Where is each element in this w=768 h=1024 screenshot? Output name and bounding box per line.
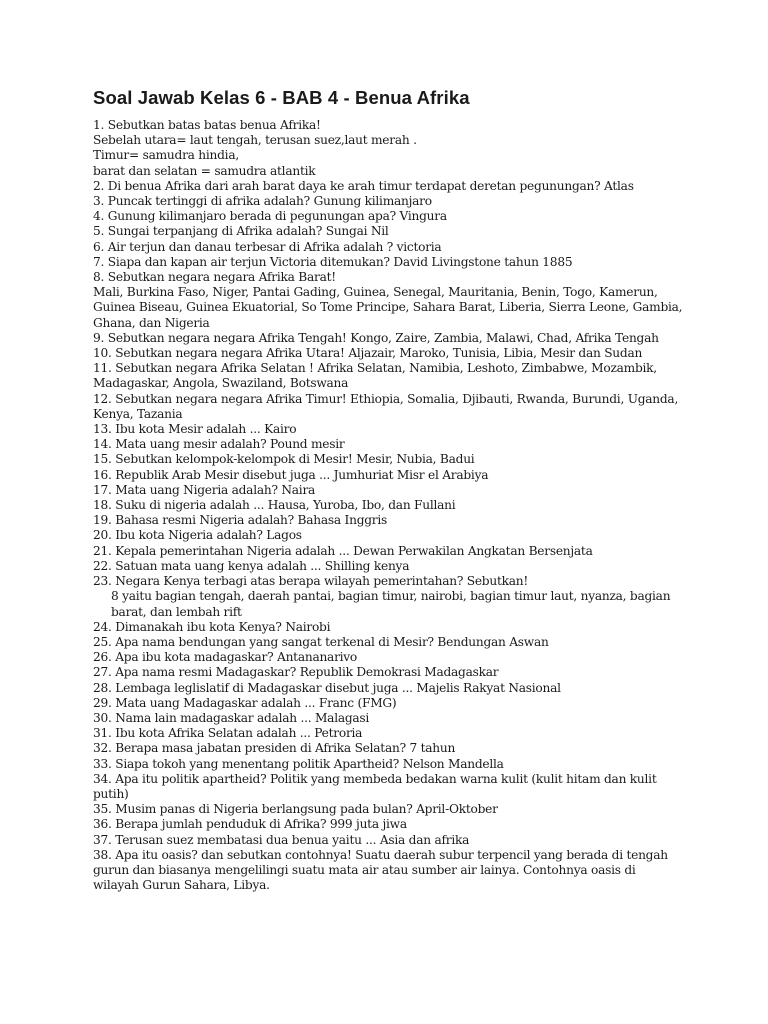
text-line: 26. Apa ibu kota madagaskar? Antananarivo [93, 650, 358, 665]
text-line: 17. Mata uang Nigeria adalah? Naira [93, 482, 316, 497]
text-line: 2. Di benua Afrika dari arah barat daya ke arah timur terdapat deretan pegunungan? Atlas [93, 178, 634, 193]
text-line: 21. Kepala pemerintahan Nigeria adalah ... Dewan Perwakilan Angkatan Bersenjata [93, 543, 593, 558]
text-line: 10. Sebutkan negara negara Afrika Utara! Aljazair, Maroko, Tunisia, Libia, Mesir dan Sudan [93, 346, 643, 361]
text-line: 28. Lembaga leglislatif di Madagaskar disebut juga ... Majelis Rakyat Nasional [93, 680, 561, 695]
text-line: Sebelah utara= laut tengah, terusan suez,laut merah . [93, 133, 417, 148]
text-line: 33. Siapa tokoh yang menentang politik Apartheid? Nelson Mandella [93, 756, 504, 771]
text-line: 3. Puncak tertinggi di afrika adalah? Gunung kilimanjaro [93, 194, 432, 209]
text-line-indented: 8 yaitu bagian tengah, daerah pantai, bagian timur, nairobi, bagian timur laut, nyanza, bagian barat, dan lembah rift [111, 589, 671, 619]
text-line: 4. Gunung kilimanjaro berada di pegunungan apa? Vingura [93, 209, 447, 224]
document-page [93, 86, 683, 893]
text-line: 14. Mata uang mesir adalah? Pound mesir [93, 437, 345, 452]
text-line: 19. Bahasa resmi Nigeria adalah? Bahasa Inggris [93, 513, 388, 528]
text-line: 25. Apa nama bendungan yang sangat terkenal di Mesir? Bendungan Aswan [93, 634, 549, 649]
text-line: Mali, Burkina Faso, Niger, Pantai Gading, Guinea, Senegal, Mauritania, Benin, Togo, Kamerun, Guinea Biseau, Guinea Ekuatorial, So Tome Principe, Sahara Barat, Liberia, Sierra Leone, Gambia, Ghana, dan Nigeria [93, 285, 683, 330]
text-line: barat dan selatan = samudra atlantik [93, 163, 316, 178]
text-line: 32. Berapa masa jabatan presiden di Afrika Selatan? 7 tahun [93, 741, 456, 756]
text-line: 7. Siapa dan kapan air terjun Victoria ditemukan? David Livingstone tahun 1885 [93, 254, 573, 269]
text-line: 29. Mata uang Madagaskar adalah ... Franc (FMG) [93, 695, 397, 710]
text-line: 16. Republik Arab Mesir disebut juga ... Jumhuriat Misr el Arabiya [93, 467, 489, 482]
text-line: 9. Sebutkan negara negara Afrika Tengah! Kongo, Zaire, Zambia, Malawi, Chad, Afrika Tengah [93, 330, 659, 345]
text-line: 36. Berapa jumlah penduduk di Afrika? 999 juta jiwa [93, 817, 407, 832]
text-line: 15. Sebutkan kelompok-kelompok di Mesir! Mesir, Nubia, Badui [93, 452, 475, 467]
text-line: 22. Satuan mata uang kenya adalah ... Shilling kenya [93, 558, 410, 573]
text-line: 18. Suku di nigeria adalah ... Hausa, Yuroba, Ibo, dan Fullani [93, 498, 456, 513]
text-line: 34. Apa itu politik apartheid? Politik yang membeda bedakan warna kulit (kulit hitam dan kulit putih) [93, 771, 657, 801]
text-line: 31. Ibu kota Afrika Selatan adalah ... Petroria [93, 726, 363, 741]
text-line: 5. Sungai terpanjang di Afrika adalah? Sungai Nil [93, 224, 389, 239]
text-line: 30. Nama lain madagaskar adalah ... Malagasi [93, 710, 370, 725]
text-line: 12. Sebutkan negara negara Afrika Timur! Ethiopia, Somalia, Djibauti, Rwanda, Burundi, Uganda, Kenya, Tazania [93, 391, 679, 421]
text-line: 11. Sebutkan negara Afrika Selatan ! Afrika Selatan, Namibia, Leshoto, Zimbabwe, Mozambik, Madagaskar, Angola, Swaziland, Botswana [93, 361, 657, 391]
text-line: 37. Terusan suez membatasi dua benua yaitu ... Asia dan afrika [93, 832, 470, 847]
text-line: 27. Apa nama resmi Madagaskar? Republik Demokrasi Madagaskar [93, 665, 499, 680]
text-line: 13. Ibu kota Mesir adalah ... Kairo [93, 422, 297, 437]
text-line: 24. Dimanakah ibu kota Kenya? Nairobi [93, 619, 331, 634]
text-line: 1. Sebutkan batas batas benua Afrika! [93, 118, 321, 132]
text-line: 20. Ibu kota Nigeria adalah? Lagos [93, 528, 302, 543]
document-title: Soal Jawab Kelas 6 - BAB 4 - Benua Afrika [93, 87, 470, 108]
document-body [93, 118, 683, 893]
text-line: 23. Negara Kenya terbagi atas berapa wilayah pemerintahan? Sebutkan! [93, 574, 528, 589]
text-line: Timur= samudra hindia, [93, 148, 239, 163]
text-line: 38. Apa itu oasis? dan sebutkan contohnya! Suatu daerah subur terpencil yang berada di tengah gurun dan biasanya mengelilingi suatu mata air atau sumber air lainya. Contohnya oasis di wilayah Gurun Sahara, Libya. [93, 847, 668, 893]
text-line: 35. Musim panas di Nigeria berlangsung pada bulan? April-Oktober [93, 802, 498, 817]
text-line: 6. Air terjun dan danau terbesar di Afrika adalah ? victoria [93, 239, 442, 254]
text-line: 8. Sebutkan negara negara Afrika Barat! [93, 270, 336, 285]
